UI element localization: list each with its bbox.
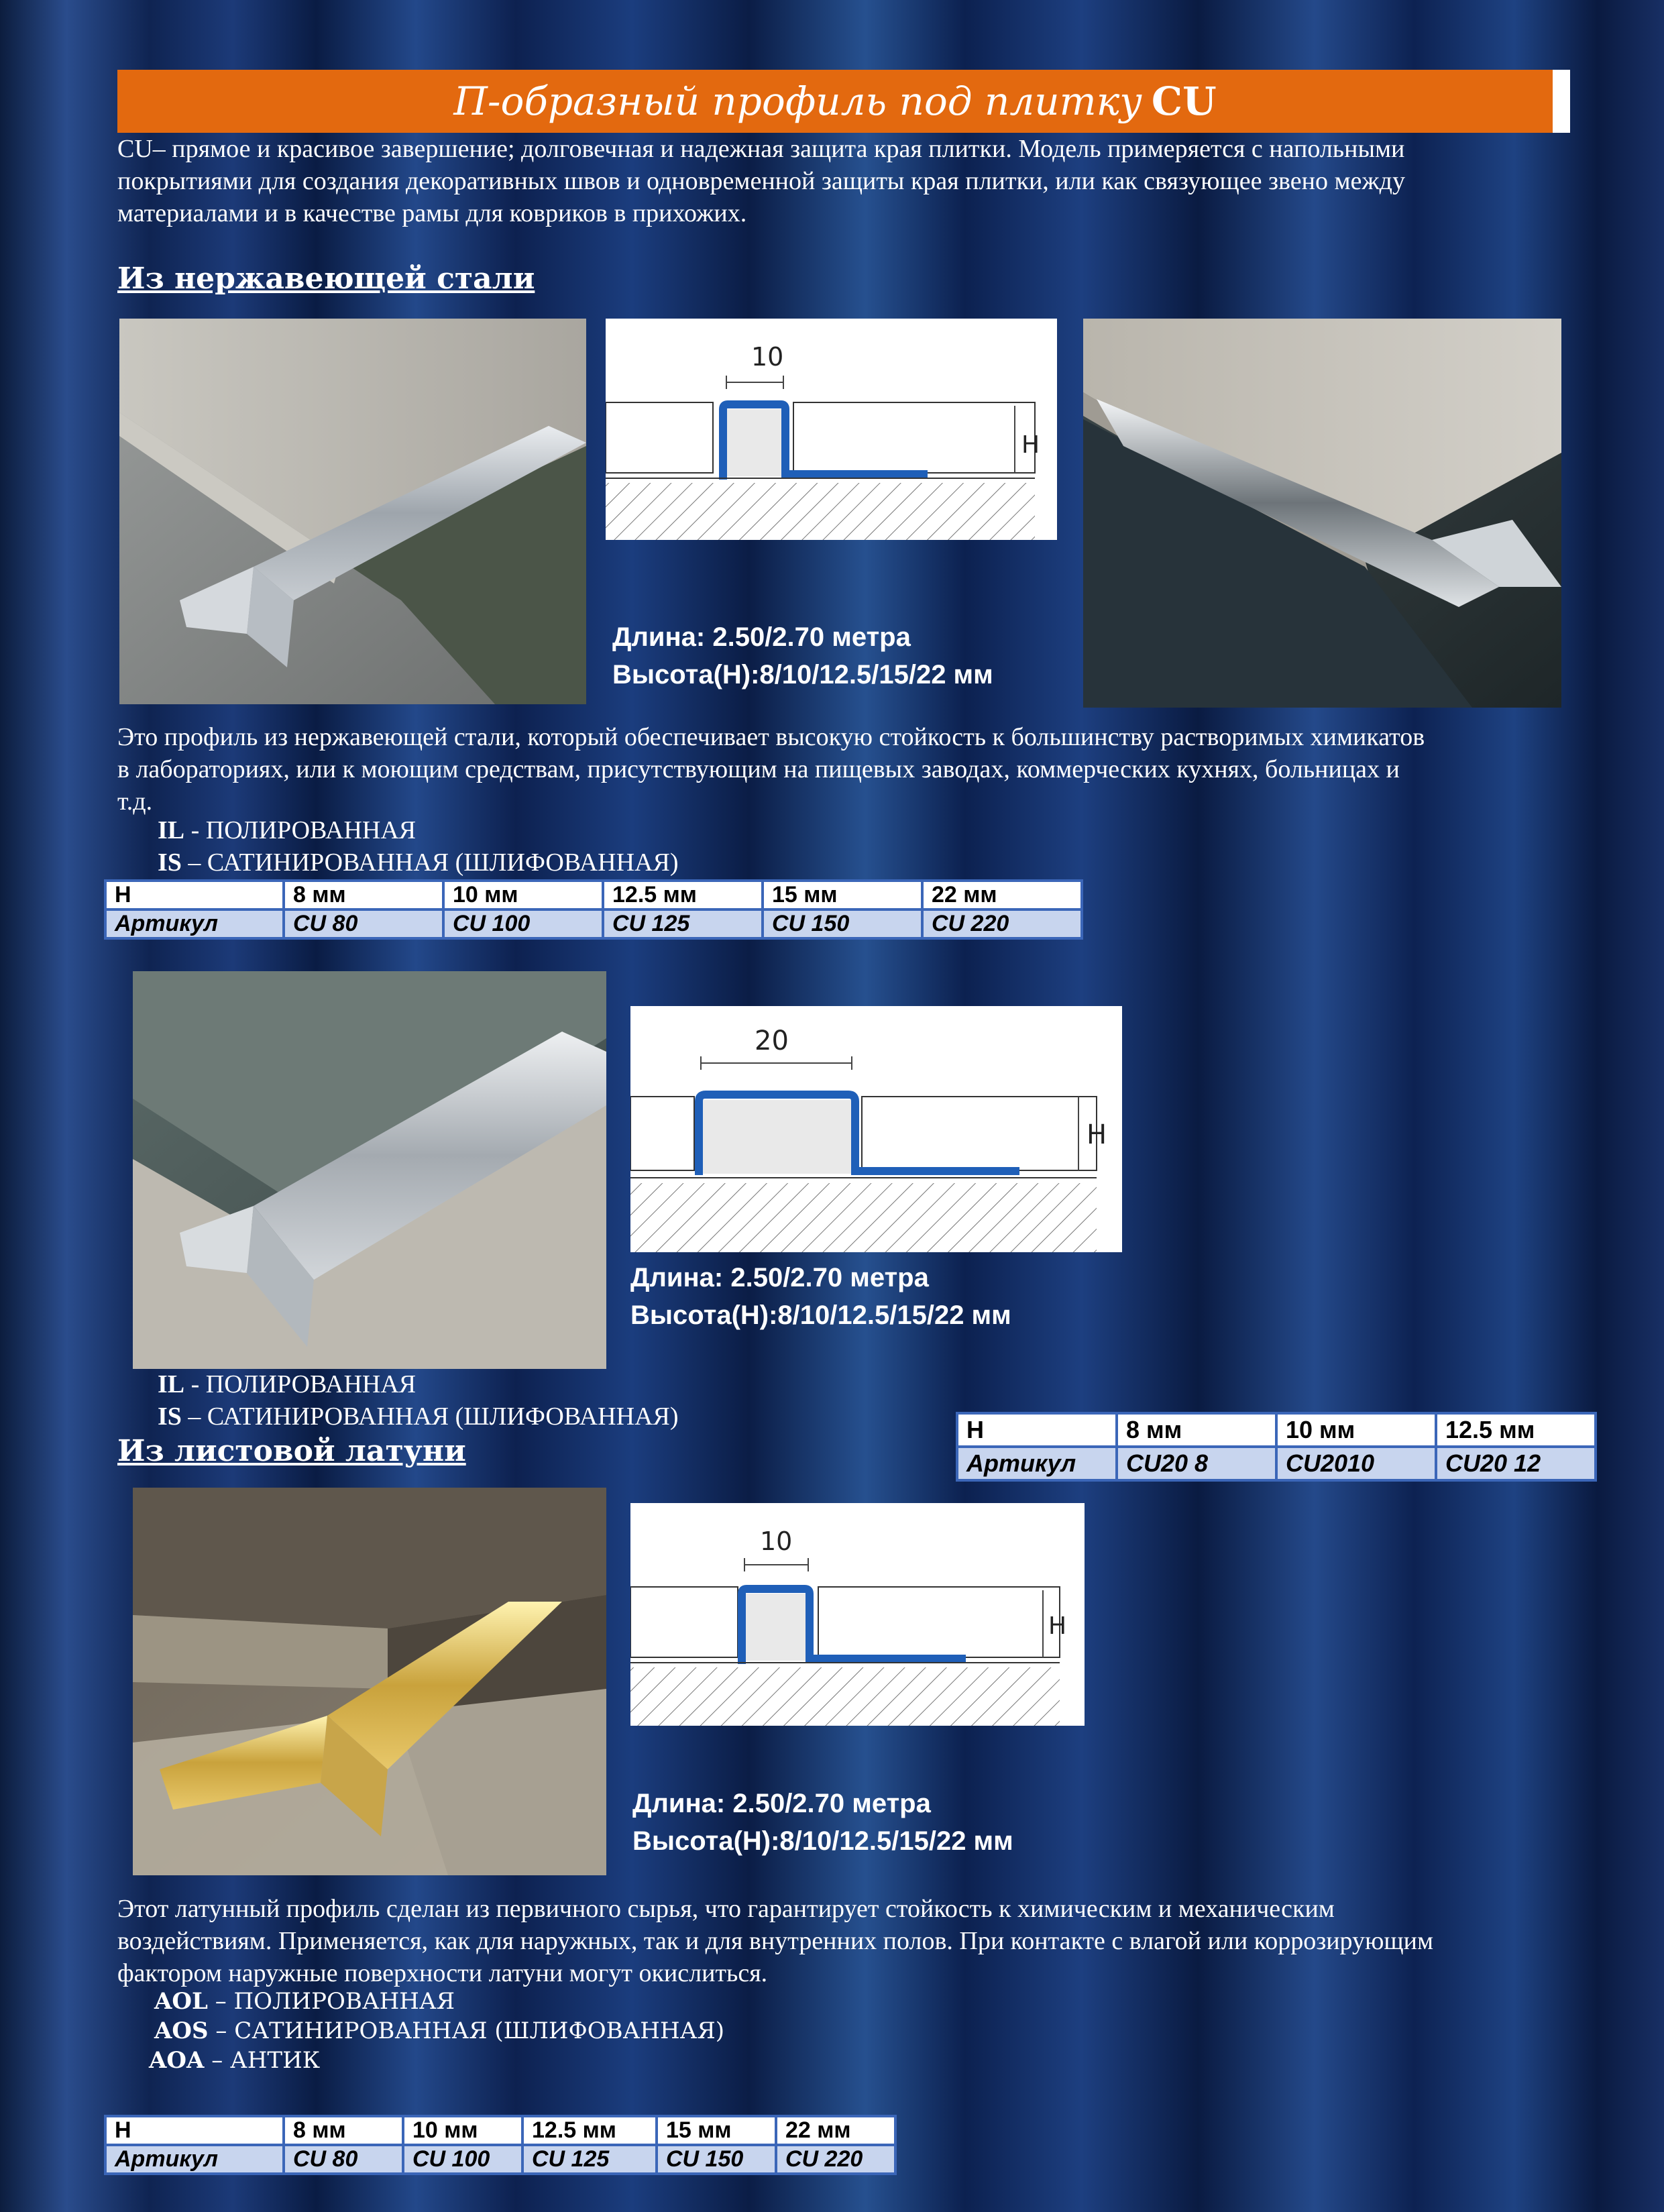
table-cell: CU 100: [443, 909, 603, 938]
diagram-width-label: 20: [755, 1026, 789, 1056]
length-spec: Длина: 2.50/2.70 метра: [632, 1789, 931, 1818]
intro-line: CU– прямое и красивое завершение; долговечная и надежная защита края плитки. Модель примеряется с напольными: [117, 135, 1405, 163]
diagram-h-label: H: [1048, 1612, 1067, 1640]
table-cell: 8 мм: [284, 881, 443, 909]
table-row: [105, 881, 1082, 909]
table-cell: CU 80: [284, 909, 443, 938]
specs-steel-20: [630, 1259, 1011, 1334]
title-text: П-образный профиль под плитку: [453, 78, 1142, 124]
table-cell: 8 мм: [284, 2116, 403, 2145]
table-cell: CU 220: [776, 2145, 895, 2174]
table-row: [105, 909, 1082, 938]
height-spec: Высота(Н):8/10/12.5/15/22 мм: [632, 1826, 1013, 1856]
table-cell: 10 мм: [443, 881, 603, 909]
polished-steel-photo: [1083, 319, 1561, 708]
page-title: [117, 70, 1570, 133]
table-row: [957, 1447, 1596, 1480]
finish-item: AOS – САТИНИРОВАННАЯ (ШЛИФОВАННАЯ): [154, 2017, 725, 2044]
table-cell: CU20 12: [1436, 1447, 1596, 1480]
section-heading-brass: Из листовой латуни: [117, 1434, 466, 1468]
height-spec: Высота(Н):8/10/12.5/15/22 мм: [630, 1301, 1011, 1330]
table-cell: 15 мм: [657, 2116, 776, 2145]
diagram-h-label: H: [1087, 1119, 1107, 1150]
table-cell: CU 150: [763, 909, 922, 938]
intro-line: материалами и в качестве рамы для ковриков в прихожих.: [117, 199, 747, 227]
table-row: [957, 1413, 1596, 1447]
description-line: Этот латунный профиль сделан из первичного сырья, что гарантирует стойкость к химическим и механическим: [117, 1895, 1335, 1923]
finish-item: IS – САТИНИРОВАННАЯ (ШЛИФОВАННАЯ): [158, 848, 679, 877]
intro-paragraph: [117, 133, 1593, 229]
table-cell: H: [105, 2116, 284, 2145]
intro-line: покрытиями для создания декоративных швов и одновременной защиты края плитки, или как связующее звено между: [117, 167, 1405, 195]
article-table-steel: [104, 879, 1083, 940]
profile-diagram-brass: [630, 1503, 1085, 1726]
table-cell: Артикул: [957, 1447, 1117, 1480]
table-cell: Артикул: [105, 909, 284, 938]
table-cell: 10 мм: [403, 2116, 522, 2145]
table-cell: CU 125: [522, 2145, 657, 2174]
finish-item: IS – САТИНИРОВАННАЯ (ШЛИФОВАННАЯ): [158, 1402, 679, 1431]
title-bold: CU: [1151, 78, 1217, 124]
steel-profile-20-photo: [133, 971, 606, 1369]
description-line: фактором наружные поверхности латуни могут окислиться.: [117, 1959, 768, 1987]
table-cell: CU 125: [603, 909, 763, 938]
description-line: т.д.: [117, 787, 153, 816]
table-cell: CU20 8: [1117, 1447, 1276, 1480]
table-cell: CU2010: [1276, 1447, 1436, 1480]
diagram-h-label: H: [1021, 431, 1040, 459]
finish-item: IL - ПОЛИРОВАННАЯ: [158, 1370, 417, 1398]
diagram-width-label: 10: [760, 1527, 793, 1556]
description-line: в лабораториях, или к моющим средствам, присутствующим на пищевых заводах, коммерческих кухнях, больницах и: [117, 755, 1400, 783]
brass-profile-photo: [133, 1488, 606, 1875]
diagram-width-label: 10: [751, 342, 784, 372]
table-cell: CU 150: [657, 2145, 776, 2174]
table-cell: H: [957, 1413, 1117, 1447]
table-cell: 22 мм: [922, 881, 1082, 909]
finish-item: AOA – АНТИК: [149, 2047, 321, 2074]
section-heading-steel: Из нержавеющей стали: [117, 262, 535, 296]
table-cell: 8 мм: [1117, 1413, 1276, 1447]
table-cell: CU 80: [284, 2145, 403, 2174]
table-cell: Артикул: [105, 2145, 284, 2174]
table-cell: 12.5 мм: [522, 2116, 657, 2145]
description-line: Это профиль из нержавеющей стали, который обеспечивает высокую стойкость к большинству растворимых химикатов: [117, 723, 1425, 751]
profile-diagram-10: [606, 319, 1057, 540]
steel-20-finishes: [158, 1368, 678, 1433]
height-spec: Высота(Н):8/10/12.5/15/22 мм: [612, 660, 993, 689]
article-table-steel-20: [956, 1412, 1597, 1482]
finish-item: AOL – ПОЛИРОВАННАЯ: [154, 1988, 455, 2015]
table-cell: H: [105, 881, 284, 909]
table-cell: 22 мм: [776, 2116, 895, 2145]
length-spec: Длина: 2.50/2.70 метра: [612, 622, 911, 652]
table-cell: CU 100: [403, 2145, 522, 2174]
table-cell: 15 мм: [763, 881, 922, 909]
brass-description: [117, 1893, 1626, 1989]
table-cell: CU 220: [922, 909, 1082, 938]
table-row: [105, 2145, 895, 2174]
table-cell: 12.5 мм: [603, 881, 763, 909]
table-row: [105, 2116, 895, 2145]
description-line: воздействиям. Применяется, как для наружных, так и для внутренних полов. При контакте с влагой или коррозирующим: [117, 1927, 1434, 1955]
profile-diagram-20: [630, 1006, 1122, 1252]
specs-brass: [632, 1785, 1013, 1860]
steel-description: [117, 721, 1626, 818]
specs-steel: [612, 618, 993, 694]
table-cell: 10 мм: [1276, 1413, 1436, 1447]
finish-item: IL - ПОЛИРОВАННАЯ: [158, 816, 417, 844]
table-cell: 12.5 мм: [1436, 1413, 1596, 1447]
brass-finishes: [149, 1987, 725, 2075]
steel-profile-photo: [119, 319, 586, 704]
length-spec: Длина: 2.50/2.70 метра: [630, 1263, 929, 1292]
steel-finishes: [158, 814, 678, 879]
article-table-brass: [104, 2115, 897, 2175]
